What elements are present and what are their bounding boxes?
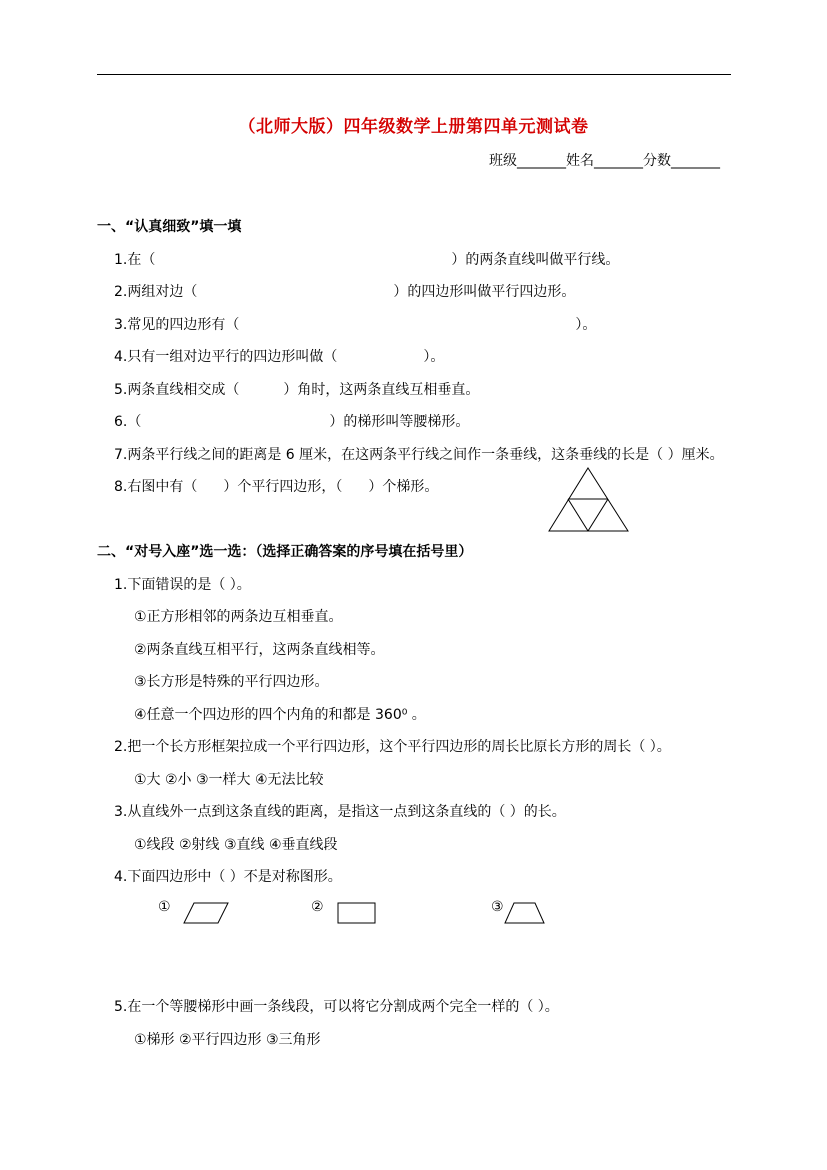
s1-q6-text-a: 6.（ — [114, 414, 142, 430]
s2-q1-option-3: ③长方形是特殊的平行四边形。 — [134, 674, 329, 690]
s1-q1-text-b: ）的两条直线叫做平行线。 — [451, 252, 620, 268]
s2-question-2: 2.把一个长方形框架拉成一个平行四边形，这个平行四边形的周长比原长方形的周长（ ）。 — [114, 739, 671, 755]
s2-q1-option-4: ④任意一个四边形的四个内角的和都是 360⁰ 。 — [134, 707, 426, 723]
parallelogram-shape — [182, 901, 230, 925]
s1-q8-text-c: ）个梯形。 — [368, 479, 439, 495]
s1-question-4 — [114, 346, 444, 366]
s2-question-1: 1.下面错误的是（ ）。 — [114, 577, 251, 593]
s1-q3-text-a: 3.常见的四边形有（ — [114, 317, 240, 333]
s2-q1-option-1: ①正方形相邻的两条边互相垂直。 — [134, 609, 343, 625]
s2-q5-options: ①梯形 ②平行四边形 ③三角形 — [134, 1032, 321, 1048]
s2-question-4: 4.下面四边形中（ ）不是对称图形。 — [114, 869, 342, 885]
triangle-figure — [548, 466, 630, 534]
s1-question-8 — [114, 476, 438, 496]
s1-q3-text-b: ）。 — [575, 317, 597, 333]
s1-question-5 — [114, 379, 479, 399]
trapezoid-shape — [504, 901, 546, 925]
s1-q2-text-a: 2.两组对边（ — [114, 284, 198, 300]
s2-q2-options: ①大 ②小 ③一样大 ④无法比较 — [134, 772, 324, 788]
rectangle-shape — [336, 901, 378, 925]
s1-q5-text-a: 5.两条直线相交成（ — [114, 382, 240, 398]
shape-label-2: ② — [311, 899, 324, 915]
s1-q4-text-a: 4.只有一组对边平行的四边形叫做（ — [114, 349, 338, 365]
s1-question-7: 7.两条平行线之间的距离是 6 厘米，在这两条平行线之间作一条垂线，这条垂线的长是（ ）厘米。 — [114, 447, 724, 463]
s1-q8-text-a: 8.右图中有（ — [114, 479, 198, 495]
shape-label-1: ① — [158, 899, 171, 915]
section1-heading: 一、“认真细致”填一填 — [97, 219, 242, 235]
s1-question-2 — [114, 281, 575, 301]
s1-q4-text-b: ）。 — [423, 349, 445, 365]
header-rule — [97, 74, 731, 75]
student-info-line: 班级_______姓名_______分数_______ — [489, 153, 720, 169]
s2-q1-option-2: ②两条直线互相平行，这两条直线相等。 — [134, 642, 385, 658]
s2-question-5: 5.在一个等腰梯形中画一条线段，可以将它分割成两个完全一样的（ ）。 — [114, 999, 559, 1015]
section2-heading: 二、“对号入座”选一选：（选择正确答案的序号填在括号里） — [97, 544, 473, 560]
s2-q3-options: ①线段 ②射线 ③直线 ④垂直线段 — [134, 837, 338, 853]
s1-q8-text-b: ）个平行四边形，（ — [223, 479, 343, 495]
s1-question-1 — [114, 249, 619, 269]
s1-question-6 — [114, 411, 469, 431]
s1-q2-text-b: ）的四边形叫做平行四边形。 — [393, 284, 576, 300]
s1-question-3 — [114, 314, 596, 334]
s2-question-3: 3.从直线外一点到这条直线的距离，是指这一点到这条直线的（ ）的长。 — [114, 804, 566, 820]
s1-q1-text-a: 1.在（ — [114, 252, 156, 268]
shape-label-3: ③ — [491, 899, 504, 915]
page-title: （北师大版）四年级数学上册第四单元测试卷 — [238, 117, 589, 137]
s1-q6-text-b: ）的梯形叫等腰梯形。 — [329, 414, 470, 430]
s1-q5-text-b: ）角时，这两条直线互相垂直。 — [283, 382, 480, 398]
